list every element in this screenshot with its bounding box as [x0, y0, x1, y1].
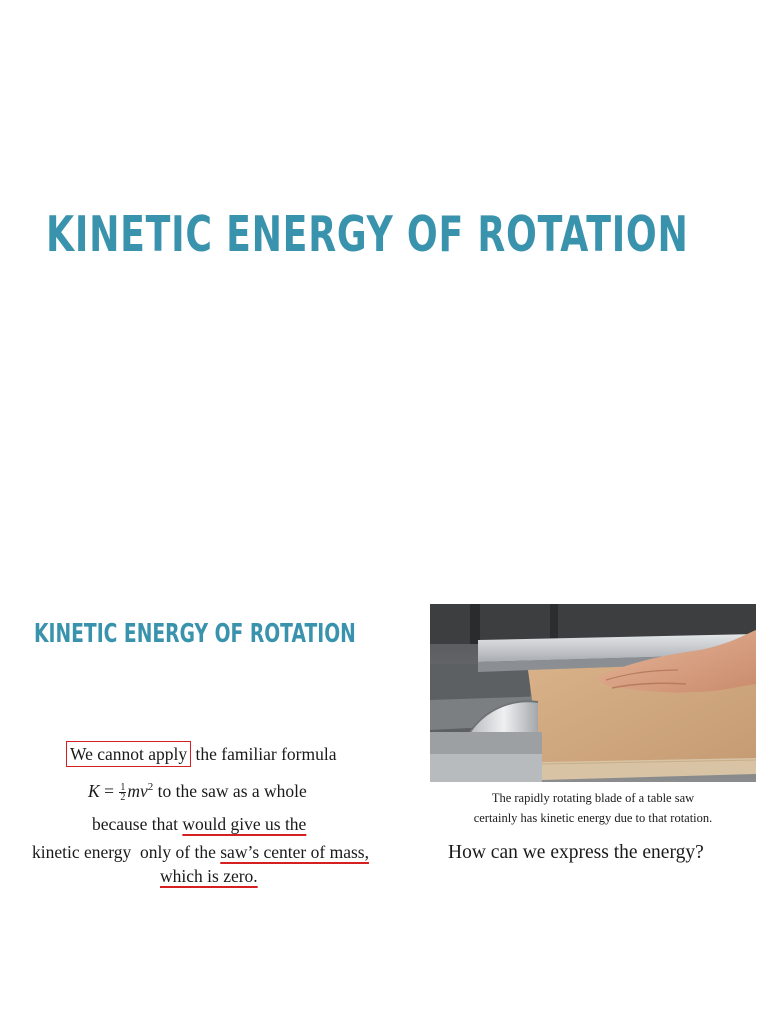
section-title: KINETIC ENERGY OF ROTATION — [34, 619, 356, 649]
question-text: How can we express the energy? — [448, 842, 704, 863]
formula-mv: mv — [127, 781, 148, 801]
slide-title: KINETIC ENERGY OF ROTATION — [46, 206, 689, 263]
underlined-phrase-1: would give us the — [182, 814, 307, 834]
table-saw-illustration — [430, 604, 756, 782]
table-saw-photo — [430, 604, 756, 782]
formula-fraction — [119, 783, 126, 802]
line-4-plain: kinetic energy only of the — [32, 842, 221, 862]
line-3-plain: because that — [92, 814, 183, 834]
text-line-3 — [92, 814, 306, 835]
formula-equals: = — [99, 781, 119, 801]
formula-exponent: 2 — [147, 781, 154, 794]
line-1-rest: the familiar formula — [191, 744, 337, 764]
text-line-5 — [160, 866, 258, 887]
underlined-phrase-3: which is zero. — [160, 866, 258, 886]
formula-k: K — [88, 781, 100, 801]
formula-line — [88, 781, 307, 802]
boxed-phrase: We cannot apply — [66, 741, 191, 767]
photo-caption-line-2: certainly has kinetic energy due to that rotation. — [473, 811, 713, 825]
fraction-denominator: 2 — [120, 792, 126, 804]
underlined-phrase-2: saw’s center of mass, — [220, 842, 369, 862]
fraction-numerator: 1 — [120, 782, 126, 794]
photo-caption-line-1: The rapidly rotating blade of a table saw — [491, 791, 695, 805]
text-line-4 — [32, 842, 369, 863]
text-line-1 — [66, 744, 336, 765]
formula-rest: to the saw as a whole — [153, 781, 307, 801]
